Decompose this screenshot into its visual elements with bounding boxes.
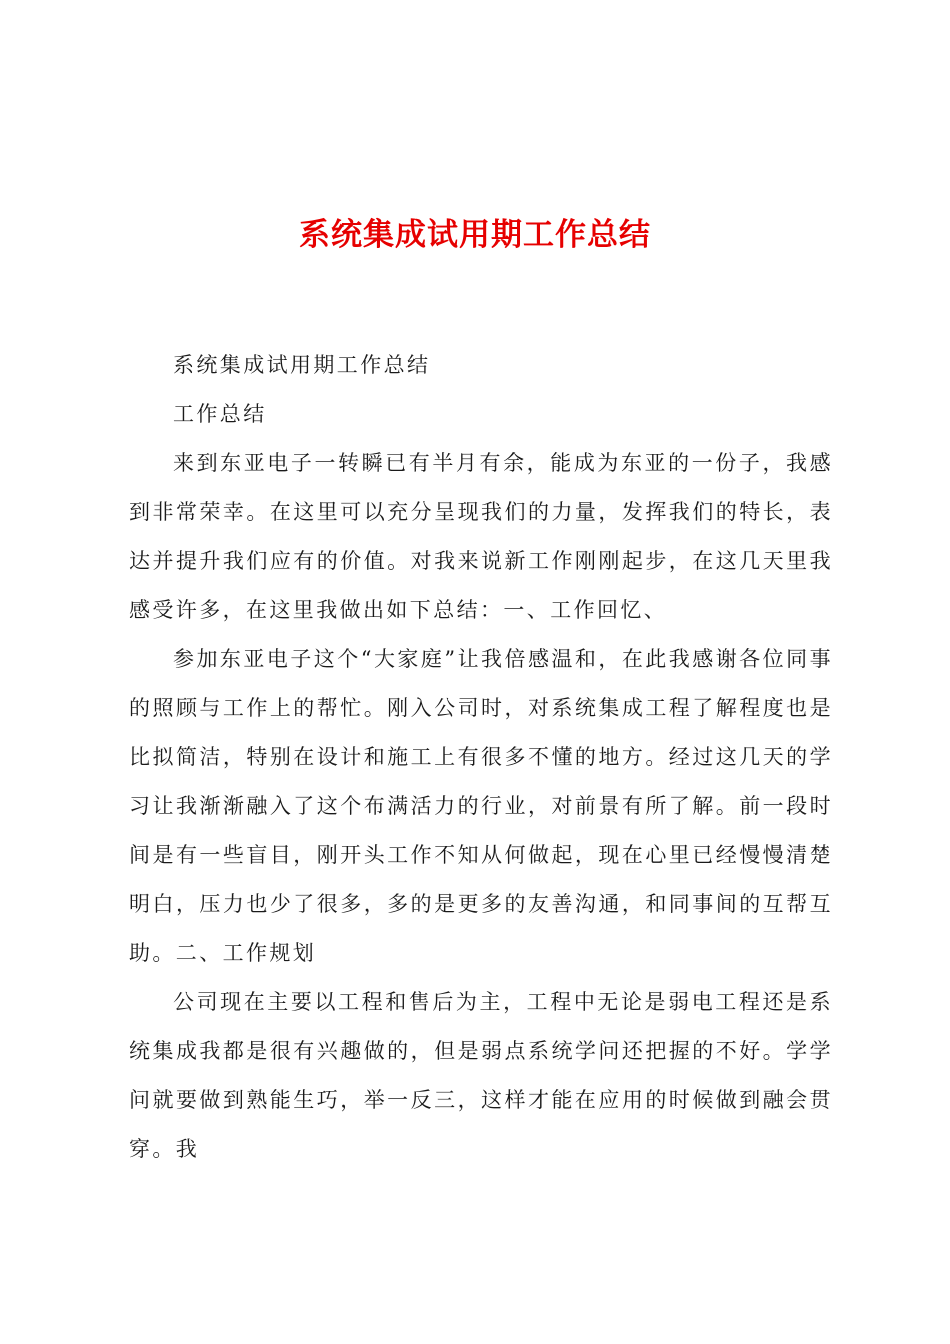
page-title: 系统集成试用期工作总结 [299, 217, 651, 253]
paragraph: 系统集成试用期工作总结 [173, 353, 431, 377]
paragraph: 参加东亚电子这个“大家庭”让我倍感温和，在此我感谢各位同事的照顾与工作上的帮忙。刚入公司时，对系统集成工程了解程度也是比拟简洁，特别在设计和施工上有很多不懂的地方。经过这几天的学习让我渐渐融入了这个布满活力的行业，对前景有所了解。前一段时间是有一些盲目，刚开头工作不知从何做起，现在心里已经慢慢清楚明白，压力也少了很多，多的是更多的友善沟通，和同事间的互帮互助。二、工作规划 [129, 647, 833, 965]
document-body [129, 341, 833, 1174]
paragraph: 公司现在主要以工程和售后为主，工程中无论是弱电工程还是系统集成我都是很有兴趣做的，但是弱点系统学问还把握的不好。学学问就要做到熟能生巧，举一反三，这样才能在应用的时候做到融会贯穿。我 [129, 990, 833, 1161]
paragraph: 来到东亚电子一转瞬已有半月有余，能成为东亚的一份子，我感到非常荣幸。在这里可以充分呈现我们的力量，发挥我们的特长，表达并提升我们应有的价值。对我来说新工作刚刚起步，在这几天里我感受许多，在这里我做出如下总结：一、工作回忆、 [129, 451, 833, 622]
paragraph: 工作总结 [173, 402, 267, 426]
